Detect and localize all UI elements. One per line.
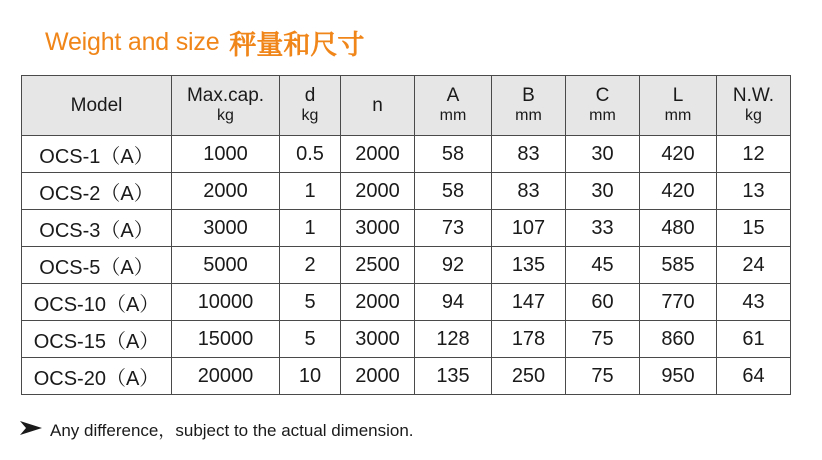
cell-model: OCS-5（A） [22, 247, 172, 284]
cell-n: 2000 [341, 284, 415, 321]
cell-c: 30 [566, 136, 640, 173]
cell-d: 10 [280, 358, 341, 395]
cell-c: 33 [566, 210, 640, 247]
cell-a: 58 [415, 173, 492, 210]
cell-d: 2 [280, 247, 341, 284]
cell-l: 860 [640, 321, 717, 358]
cell-n: 2000 [341, 358, 415, 395]
column-header-nw [717, 76, 791, 136]
cell-n: 2500 [341, 247, 415, 284]
column-unit: kg [301, 107, 319, 124]
cell-b: 178 [492, 321, 566, 358]
cell-n: 3000 [341, 210, 415, 247]
cell-l: 420 [640, 173, 717, 210]
header-row [22, 76, 791, 136]
column-label: n [372, 95, 383, 116]
cell-d: 5 [280, 321, 341, 358]
cell-model: OCS-2（A） [22, 173, 172, 210]
column-header-model [22, 76, 172, 136]
column-header-b [492, 76, 566, 136]
table-row [22, 321, 791, 358]
cell-nw: 64 [717, 358, 791, 395]
cell-d: 5 [280, 284, 341, 321]
cell-d: 1 [280, 173, 341, 210]
cell-c: 75 [566, 321, 640, 358]
cell-b: 107 [492, 210, 566, 247]
column-unit: kg [745, 107, 762, 124]
cell-a: 94 [415, 284, 492, 321]
table-row [22, 136, 791, 173]
footnote [20, 416, 414, 440]
cell-b: 147 [492, 284, 566, 321]
cell-l: 420 [640, 136, 717, 173]
cell-nw: 24 [717, 247, 791, 284]
cell-b: 83 [492, 136, 566, 173]
arrow-right-icon [20, 421, 42, 435]
column-unit: mm [589, 107, 616, 124]
table-row [22, 247, 791, 284]
cell-model: OCS-15（A） [22, 321, 172, 358]
cell-nw: 61 [717, 321, 791, 358]
cell-max-cap: 10000 [172, 284, 280, 321]
cell-nw: 43 [717, 284, 791, 321]
cell-n: 3000 [341, 321, 415, 358]
cell-a: 58 [415, 136, 492, 173]
table-row [22, 210, 791, 247]
title-chinese: 秤量和尺寸 [229, 29, 365, 61]
column-header-d [280, 76, 341, 136]
cell-b: 83 [492, 173, 566, 210]
cell-max-cap: 1000 [172, 136, 280, 173]
cell-nw: 13 [717, 173, 791, 210]
cell-a: 73 [415, 210, 492, 247]
page-title [45, 22, 364, 62]
column-header-max-cap [172, 76, 280, 136]
cell-a: 135 [415, 358, 492, 395]
column-header-c [566, 76, 640, 136]
column-label: d [304, 85, 316, 106]
footnote-text: Any difference，subject to the actual dimension. [50, 420, 414, 440]
cell-c: 45 [566, 247, 640, 284]
cell-max-cap: 15000 [172, 321, 280, 358]
cell-l: 585 [640, 247, 717, 284]
cell-l: 770 [640, 284, 717, 321]
cell-nw: 12 [717, 136, 791, 173]
cell-b: 250 [492, 358, 566, 395]
table-row [22, 358, 791, 395]
cell-a: 92 [415, 247, 492, 284]
cell-max-cap: 5000 [172, 247, 280, 284]
column-label: Model [70, 95, 123, 116]
column-label: N.W. [732, 85, 775, 106]
column-header-l [640, 76, 717, 136]
cell-max-cap: 3000 [172, 210, 280, 247]
column-unit: mm [515, 107, 542, 124]
cell-c: 30 [566, 173, 640, 210]
table-header [22, 76, 791, 136]
column-label: C [595, 85, 610, 106]
table-body [22, 136, 791, 395]
column-unit: mm [439, 107, 467, 124]
cell-model: OCS-1（A） [22, 136, 172, 173]
column-unit: mm [664, 107, 692, 124]
spec-table [21, 75, 791, 395]
title-english: Weight and size [45, 27, 220, 56]
column-label: L [672, 85, 684, 106]
cell-l: 480 [640, 210, 717, 247]
cell-l: 950 [640, 358, 717, 395]
cell-c: 60 [566, 284, 640, 321]
column-header-a [415, 76, 492, 136]
cell-nw: 15 [717, 210, 791, 247]
column-header-n [341, 76, 415, 136]
cell-d: 1 [280, 210, 341, 247]
column-label: B [522, 85, 535, 106]
cell-n: 2000 [341, 173, 415, 210]
cell-model: OCS-3（A） [22, 210, 172, 247]
cell-a: 128 [415, 321, 492, 358]
column-label: A [446, 85, 460, 106]
cell-model: OCS-20（A） [22, 358, 172, 395]
column-label: Max.cap. [186, 85, 265, 106]
cell-c: 75 [566, 358, 640, 395]
table-row [22, 284, 791, 321]
cell-b: 135 [492, 247, 566, 284]
cell-d: 0.5 [280, 136, 341, 173]
cell-model: OCS-10（A） [22, 284, 172, 321]
cell-n: 2000 [341, 136, 415, 173]
cell-max-cap: 20000 [172, 358, 280, 395]
cell-max-cap: 2000 [172, 173, 280, 210]
table-row [22, 173, 791, 210]
column-unit: kg [217, 107, 234, 124]
